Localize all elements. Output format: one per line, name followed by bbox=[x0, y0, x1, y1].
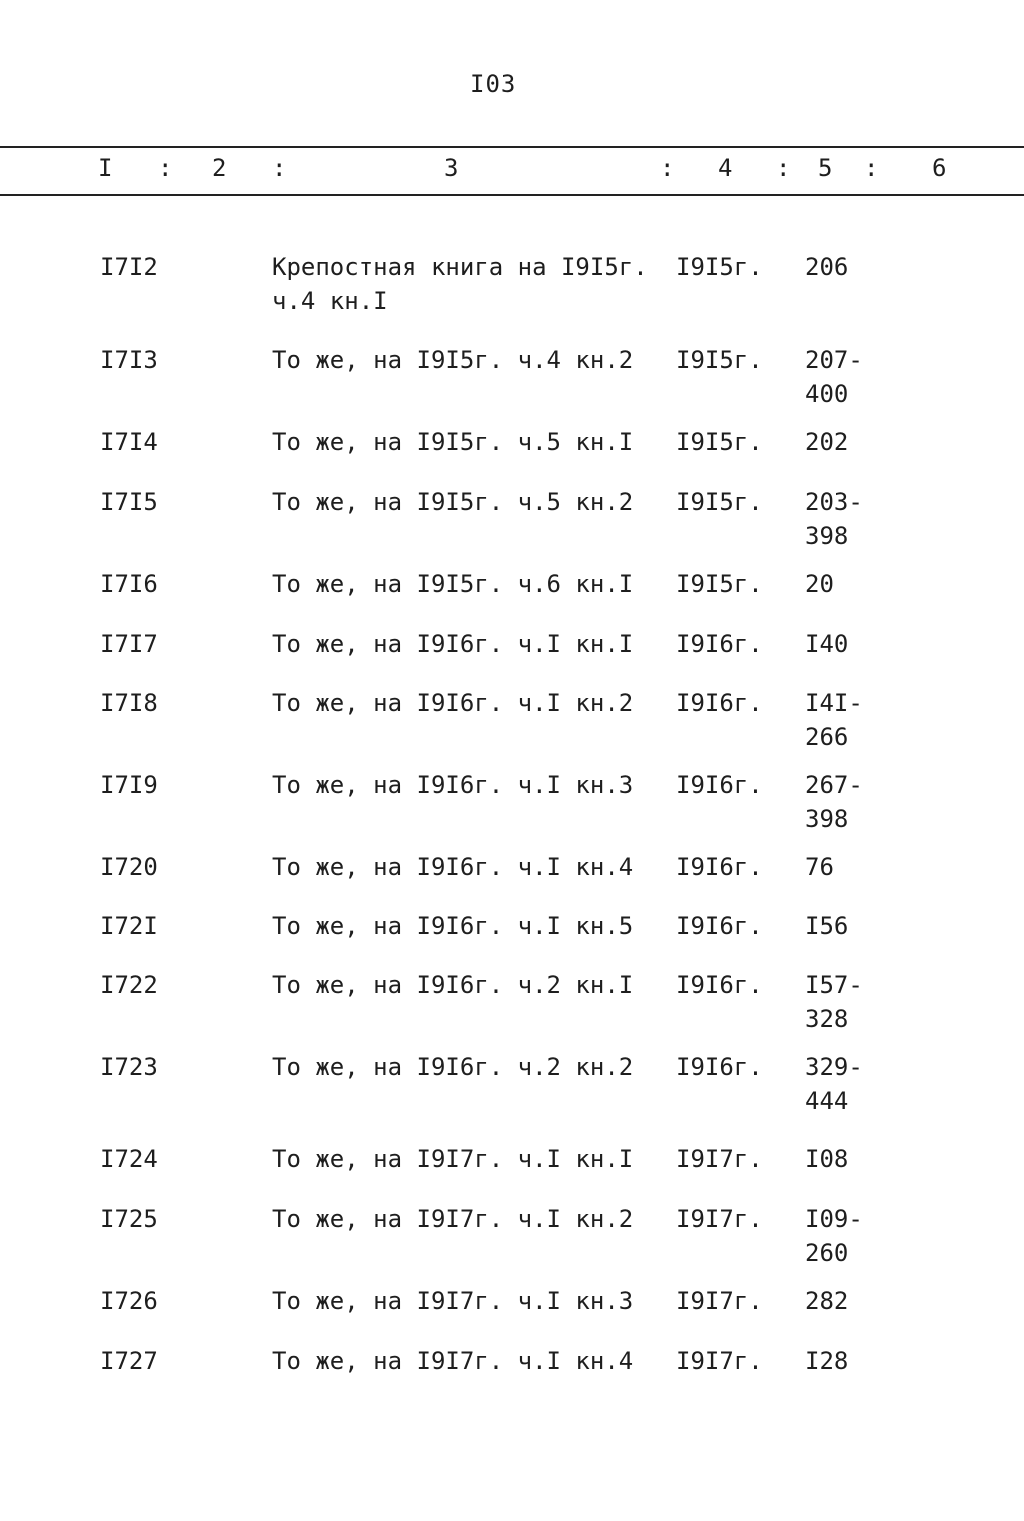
record-year: I9I7г. bbox=[676, 1145, 763, 1173]
record-sheets: I28 bbox=[805, 1347, 849, 1375]
column-separator: : bbox=[158, 154, 173, 182]
record-number: I7I6 bbox=[100, 570, 158, 598]
record-number: I726 bbox=[100, 1287, 158, 1315]
record-year: I9I7г. bbox=[676, 1347, 763, 1375]
column-separator: : bbox=[776, 154, 791, 182]
record-title: То же, на I9I5г. ч.5 кн.2 bbox=[272, 488, 634, 516]
record-number: I727 bbox=[100, 1347, 158, 1375]
record-sheets: 20 bbox=[805, 570, 834, 598]
record-title: То же, на I9I7г. ч.I кн.2 bbox=[272, 1205, 634, 1233]
record-sheets: I57- 328 bbox=[805, 971, 863, 1033]
record-year: I9I7г. bbox=[676, 1287, 763, 1315]
record-sheets: 203- 398 bbox=[805, 488, 863, 550]
column-header-2: 2 bbox=[212, 154, 227, 182]
column-separator: : bbox=[272, 154, 287, 182]
record-title: То же, на I9I6г. ч.I кн.3 bbox=[272, 771, 634, 799]
record-year: I9I6г. bbox=[676, 1053, 763, 1081]
record-sheets: I08 bbox=[805, 1145, 849, 1173]
record-year: I9I5г. bbox=[676, 253, 763, 281]
record-sheets: 282 bbox=[805, 1287, 849, 1315]
record-sheets: I09- 260 bbox=[805, 1205, 863, 1267]
record-sheets: 76 bbox=[805, 853, 834, 881]
record-sheets: I56 bbox=[805, 912, 849, 940]
record-number: I720 bbox=[100, 853, 158, 881]
record-number: I723 bbox=[100, 1053, 158, 1081]
column-separator: : bbox=[660, 154, 675, 182]
record-sheets: 267- 398 bbox=[805, 771, 863, 833]
record-year: I9I5г. bbox=[676, 488, 763, 516]
record-sheets: 206 bbox=[805, 253, 849, 281]
record-title: То же, на I9I5г. ч.5 кн.I bbox=[272, 428, 634, 456]
record-year: I9I7г. bbox=[676, 1205, 763, 1233]
column-separator: : bbox=[864, 154, 879, 182]
record-year: I9I5г. bbox=[676, 346, 763, 374]
record-title: Крепостная книга на I9I5г. ч.4 кн.I bbox=[272, 253, 648, 315]
record-title: То же, на I9I6г. ч.2 кн.I bbox=[272, 971, 634, 999]
record-title: То же, на I9I7г. ч.I кн.4 bbox=[272, 1347, 634, 1375]
record-title: То же, на I9I7г. ч.I кн.3 bbox=[272, 1287, 634, 1315]
record-year: I9I5г. bbox=[676, 570, 763, 598]
record-year: I9I6г. bbox=[676, 771, 763, 799]
record-number: I7I4 bbox=[100, 428, 158, 456]
record-year: I9I5г. bbox=[676, 428, 763, 456]
column-header-3: 3 bbox=[444, 154, 459, 182]
record-sheets: 202 bbox=[805, 428, 849, 456]
column-header-4: 4 bbox=[718, 154, 733, 182]
record-sheets: 329- 444 bbox=[805, 1053, 863, 1115]
record-number: I722 bbox=[100, 971, 158, 999]
record-year: I9I6г. bbox=[676, 689, 763, 717]
record-title: То же, на I9I7г. ч.I кн.I bbox=[272, 1145, 634, 1173]
record-title: То же, на I9I6г. ч.I кн.2 bbox=[272, 689, 634, 717]
header-rule-bottom bbox=[0, 194, 1024, 196]
record-title: То же, на I9I6г. ч.I кн.I bbox=[272, 630, 634, 658]
record-number: I7I3 bbox=[100, 346, 158, 374]
record-number: I7I5 bbox=[100, 488, 158, 516]
record-sheets: I4I- 266 bbox=[805, 689, 863, 751]
record-number: I7I7 bbox=[100, 630, 158, 658]
record-sheets: 207- 400 bbox=[805, 346, 863, 408]
column-header-5: 5 bbox=[818, 154, 833, 182]
record-title: То же, на I9I6г. ч.2 кн.2 bbox=[272, 1053, 634, 1081]
record-title: То же, на I9I6г. ч.I кн.4 bbox=[272, 853, 634, 881]
record-year: I9I6г. bbox=[676, 971, 763, 999]
record-number: I725 bbox=[100, 1205, 158, 1233]
record-number: I724 bbox=[100, 1145, 158, 1173]
record-sheets: I40 bbox=[805, 630, 849, 658]
record-number: I7I2 bbox=[100, 253, 158, 281]
record-year: I9I6г. bbox=[676, 912, 763, 940]
record-year: I9I6г. bbox=[676, 630, 763, 658]
record-number: I7I8 bbox=[100, 689, 158, 717]
record-year: I9I6г. bbox=[676, 853, 763, 881]
record-number: I72I bbox=[100, 912, 158, 940]
record-number: I7I9 bbox=[100, 771, 158, 799]
column-header-1: I bbox=[98, 154, 113, 182]
page-number: I03 bbox=[470, 70, 517, 98]
record-title: То же, на I9I6г. ч.I кн.5 bbox=[272, 912, 634, 940]
record-title: То же, на I9I5г. ч.4 кн.2 bbox=[272, 346, 634, 374]
header-rule-top bbox=[0, 146, 1024, 148]
column-header-6: 6 bbox=[932, 154, 947, 182]
record-title: То же, на I9I5г. ч.6 кн.I bbox=[272, 570, 634, 598]
